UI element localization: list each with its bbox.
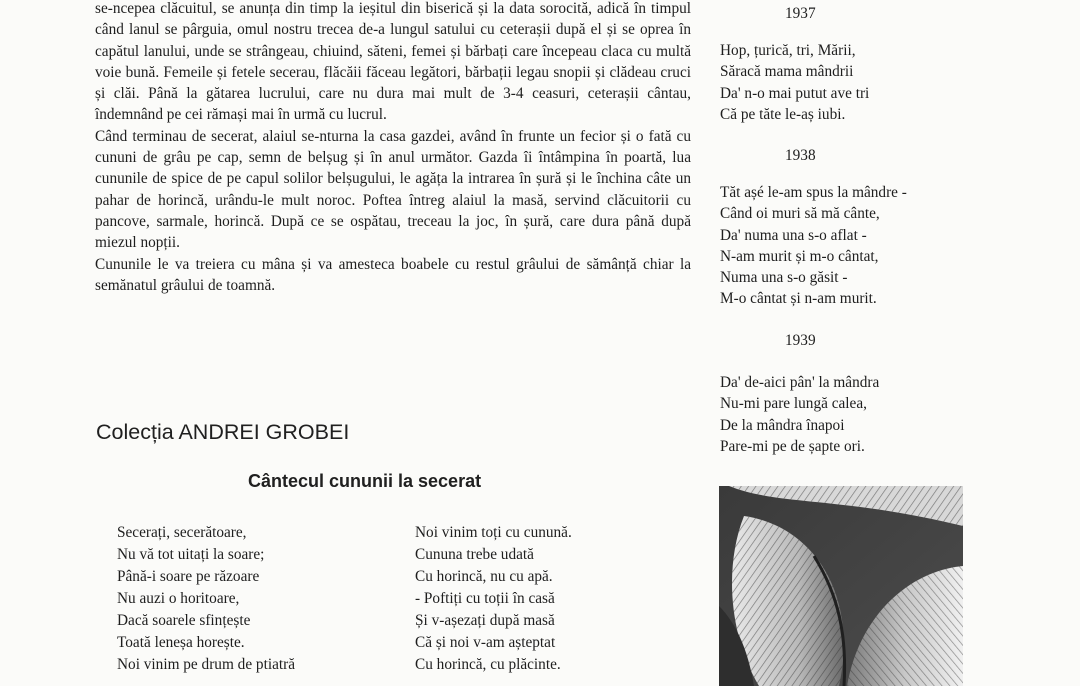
prose-line: un fecior și o fată cu cununi de grâu pe cap, semn de belșug și în — [95, 127, 691, 167]
prose-line: de sămânță chiar la semănatul grâului de toamnă. — [95, 255, 692, 294]
verse-line: Că și noi v-am așteptat — [415, 634, 556, 651]
verse-line: Cununa trebe udată — [415, 546, 534, 563]
prose-line: Când terminau de secerat, alaiul se-nturna la casa gazdei, având în frunte — [95, 127, 560, 145]
prose-line: treceau la joc, în șură, care dura până după miezul nopții. — [95, 212, 691, 252]
verse-line: Numa una s-o găsit - — [720, 269, 848, 287]
prose-line: Cununile le va treiera cu mâna și va amesteca boabele cu restul grâului — [95, 255, 566, 273]
verse-line: Nu auzi o horitoare, — [117, 590, 240, 607]
verse-line: Că pe tăte le-aș iubi. — [720, 105, 846, 123]
prose-line: capul solilor belșugului, le agăța la intrarea în șură și le închina câte un — [245, 170, 692, 188]
wheat-crown-image — [719, 486, 963, 686]
verse-line: Cu horincă, nu cu apă. — [415, 568, 553, 585]
sidebar-verse-1938 — [720, 182, 950, 310]
verse-year-1938: 1938 — [785, 147, 816, 164]
verse-line: Da' n-o mai putut ave tri — [720, 84, 870, 102]
verse-line: Hop, țurică, tri, Mării, — [720, 42, 856, 59]
sidebar-verse-1937 — [720, 40, 950, 125]
verse-line: Cu horincă, cu plăcinte. — [415, 656, 561, 673]
collection-heading: Colecția ANDREI GROBEI — [96, 420, 350, 444]
prose-line: pahar de horincă, urându-le mult noroc. Poftea întreg alaiul la masă, — [95, 191, 555, 209]
prose-line: lungul satului cu ceterașii după el și se oprea în capătul lanului, unde — [95, 21, 691, 60]
verse-line: M-o cântat și n-am murit. — [720, 290, 877, 308]
verse-line: Noi vinim pe drum de ptiatră — [117, 656, 295, 673]
verse-line: Secerați, secerătoare, — [117, 524, 247, 541]
prose-line: multă voie bună. Femeile și fetele secerau, flăcăii făceau legători, bărbații — [95, 42, 691, 81]
verse-line: Da' numa una s-o aflat - — [720, 226, 867, 244]
prose-text — [95, 0, 691, 296]
prose-line: servind clăcuitorii cu pancove, sarmale, horincă. După ce se ospătau, — [95, 191, 691, 230]
prose-line: dura mai mult de 3-4 ceasuri, ceterașii cântau, îndemnând pe cei rămași — [95, 85, 691, 124]
wheat-crown-photo — [719, 486, 963, 686]
verse-line: Nu vă tot uitați la soare; — [117, 546, 265, 563]
verse-line: Când oi muri să mă cânte, — [720, 205, 880, 223]
verse-line: Până-i soare pe răzoare — [117, 568, 260, 585]
prose-line: se-ncepea clăcuitul, se anunța din timp la ieșitul din biserică și la data — [95, 0, 540, 17]
verse-year-1937: 1937 — [785, 5, 816, 22]
verse-line: N-am murit și m-o cântat, — [720, 247, 879, 265]
verse-line: Toată leneșa horește. — [117, 634, 245, 651]
verse-line: Și v-așezați după masă — [415, 612, 555, 629]
verse-line: Noi vinim toți cu cunună. — [415, 524, 572, 541]
prose-line: anul următor. Gazda îi întâmpina în poartă, lua cununile de spice de pe — [95, 149, 691, 188]
verse-line: Pare-mi pe de șapte ori. — [720, 437, 865, 455]
verse-line: Nu-mi pare lungă calea, — [720, 395, 867, 413]
verse-line: Da' de-aici pân' la mândra — [720, 374, 880, 391]
sidebar-verse-1939 — [720, 372, 950, 457]
verse-line: Dacă soarele sfințește — [117, 612, 251, 629]
prose-paragraph-1 — [95, 0, 691, 126]
prose-paragraph-2 — [95, 126, 691, 254]
prose-paragraph-3 — [95, 254, 691, 297]
song-verse-left — [117, 522, 295, 676]
prose-line: legau snopii și clădeau cruci și clăi. Până la gătarea lucrului, care nu — [95, 63, 691, 103]
prose-line: mai în urmă cu lucrul. — [251, 106, 387, 124]
verse-line: De la mândra înapoi — [720, 416, 845, 434]
song-title: Cântecul cununii la secerat — [248, 471, 482, 491]
song-verse-right — [415, 522, 572, 676]
verse-line: Tăt așé le-am spus la mândre - — [720, 184, 907, 201]
prose-line: se strângeau, chiuind, săteni, femei și bărbați care începeau claca cu — [228, 42, 657, 60]
verse-line: - Poftiți cu toții în casă — [415, 590, 555, 607]
verse-line: Săracă mama mândrii — [720, 63, 854, 81]
verse-year-1939: 1939 — [785, 332, 816, 349]
prose-line: sorocită, adică în timpul când lanul se pârguia, omul nostru trecea de-a — [95, 0, 691, 39]
